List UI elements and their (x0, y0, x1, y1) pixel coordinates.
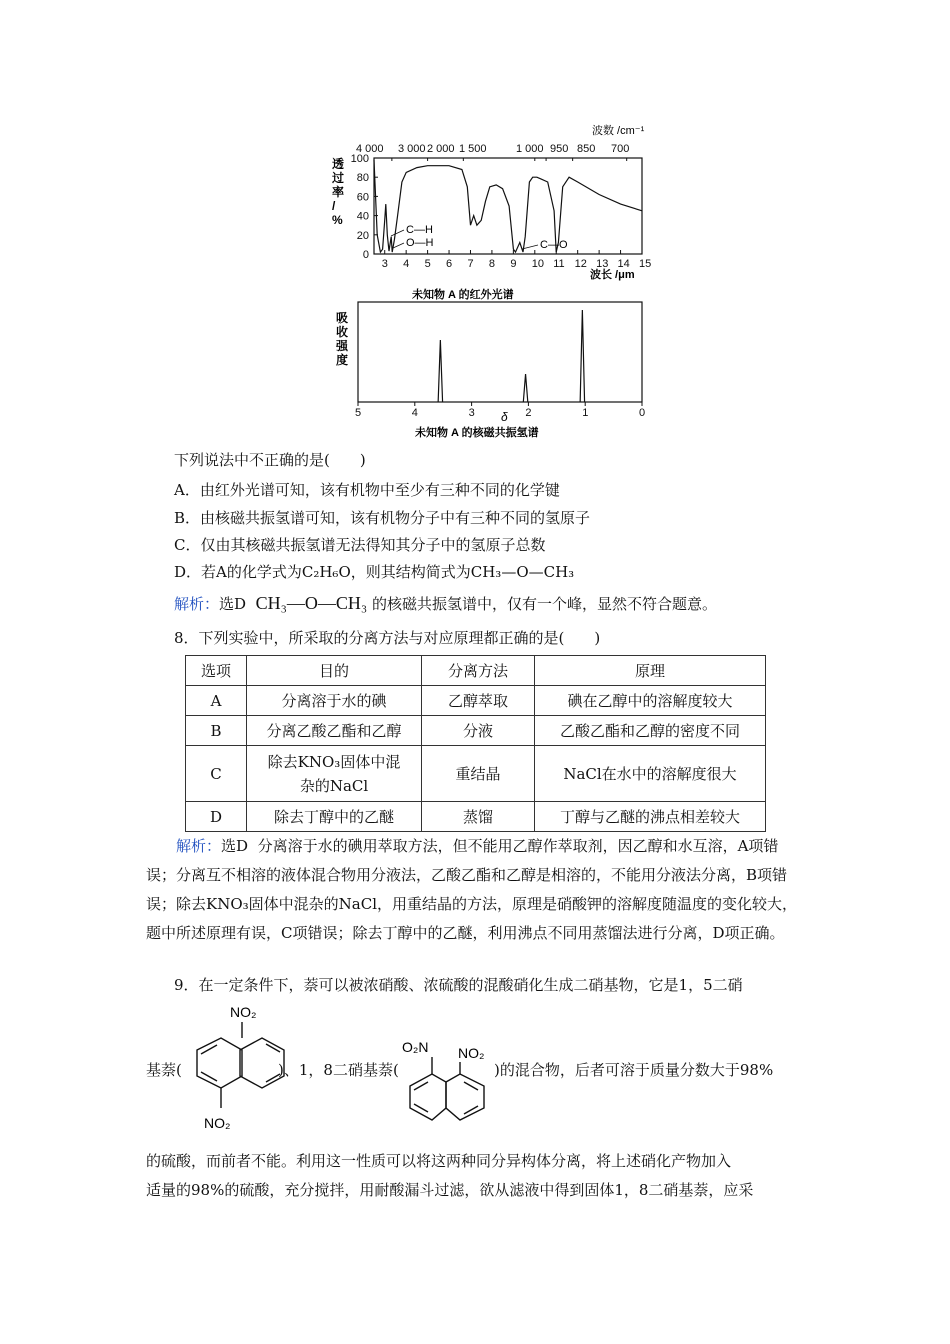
nmr-x-tick-label: 3 (468, 407, 475, 419)
q7-analysis-choice: 选D (219, 595, 247, 613)
table-cell: 除去KNO₃固体中混杂的NaCl (247, 746, 422, 802)
no2-top-label: NO₂ (230, 1004, 257, 1020)
q8-analysis (146, 832, 806, 948)
table-cell: 分离溶于水的碘 (247, 686, 422, 716)
q8-header-purpose: 目的 (247, 656, 422, 686)
nmr-y-label-char: 度 (336, 353, 349, 367)
nmr-y-label-char: 吸 (336, 311, 349, 325)
table-row (186, 802, 766, 832)
q8-analysis-choice: 选D (221, 837, 249, 855)
ir-x-tick-label: 10 (531, 258, 545, 270)
ir-y-label-char: 率 (332, 185, 345, 199)
ir-y-label (332, 156, 344, 227)
ir-x-tick-label: 4 (403, 258, 410, 270)
ir-x-tick-label: 11 (553, 258, 565, 270)
ir-x-tick-label: 15 (639, 258, 652, 270)
q8-analysis-label: 解析： (176, 837, 222, 855)
nmr-x-tick-label: 2 (525, 407, 532, 419)
q9-line1: 9．在一定条件下，萘可以被浓硝酸、浓硫酸的混酸硝化生成二硝基物，它是1，5二硝 (174, 976, 743, 994)
table-cell: B (186, 716, 247, 746)
dinitronaphthalene-15-structure (186, 1000, 286, 1140)
table-cell: 丁醇与乙醚的沸点相差较大 (535, 802, 766, 832)
ir-x-tick-label: 13 (596, 258, 609, 270)
table-cell: D (186, 802, 247, 832)
q8-header-option: 选项 (186, 656, 247, 686)
table-cell: 分液 (422, 716, 535, 746)
q9-line2-b: )、1，8二硝基萘( (278, 1061, 399, 1079)
nmr-x-tick-label: 0 (639, 407, 646, 419)
q9-line4: 适量的98%的硫酸，充分搅拌，用耐酸漏斗过滤，欲从滤液中得到固体1，8二硝基萘，应采 (146, 1181, 754, 1199)
ir-x-label: 波长 /μm (590, 269, 635, 281)
q7-option-d: D．若A的化学式为C₂H₆O，则其结构简式为CH₃—O—CH₃ (174, 563, 575, 581)
ir-annotation-oh: O—H (406, 237, 434, 249)
q7-analysis (174, 593, 717, 614)
no2-bottom-label: NO₂ (204, 1115, 231, 1131)
nmr-x-tick-label: 5 (355, 407, 362, 419)
table-cell: 分离乙酸乙酯和乙醇 (247, 716, 422, 746)
nmr-peak (438, 340, 442, 402)
o2n-label: O₂N (402, 1039, 429, 1055)
ir-x2-tick-label: 850 (577, 143, 596, 155)
nmr-y-label (335, 311, 349, 367)
q7-option-a: A．由红外光谱可知，该有机物中至少有三种不同的化学键 (174, 481, 560, 499)
nmr-peak (580, 310, 584, 402)
nmr-peak (523, 374, 527, 402)
q8-header-method: 分离方法 (422, 656, 535, 686)
ir-y-tick-label: 100 (350, 153, 369, 165)
ir-x-tick-label: 5 (424, 258, 431, 270)
ir-x-tick-label: 9 (510, 258, 517, 270)
nmr-spectrum-chart (320, 300, 660, 442)
dinitronaphthalene-18-structure (400, 1032, 500, 1128)
q9-line3: 的硫酸，而前者不能。利用这一性质可以将这两种同分异构体分离，将上述硝化产物加入 (146, 1152, 732, 1170)
ir-y-label-char: 过 (332, 171, 345, 185)
q8-table-header (186, 656, 766, 686)
q8-stem: 8．下列实验中，所采取的分离方法与对应原理都正确的是( ) (174, 629, 601, 647)
q9-line2-c: )的混合物，后者可溶于质量分数大于98% (494, 1061, 774, 1079)
ir-x-tick-label: 14 (617, 258, 630, 270)
nmr-y-label-char: 强 (336, 339, 349, 353)
ir-x2-label: 波数 /cm⁻¹ (592, 125, 645, 137)
no2-label: NO₂ (458, 1045, 485, 1061)
ir-x2-tick-label: 1 500 (459, 143, 487, 155)
ir-x-tick-label: 6 (446, 258, 453, 270)
table-cell: C (186, 746, 247, 802)
q7-analysis-label: 解析： (174, 595, 220, 613)
table-cell: 除去丁醇中的乙醚 (247, 802, 422, 832)
ir-y-label-char: % (332, 213, 343, 227)
ir-x2-tick-label: 2 000 (427, 143, 455, 155)
q8-analysis-text: 分离溶于水的碘用萃取方法，但不能用乙醇作萃取剂，因乙醇和水互溶，A项错误；分离互不相溶的液体混合物用分液法，乙酸乙酯和乙醇是相溶的，不能用分液法分离，B项错误；除去KNO₃固体中混杂的NaCl，用重结晶的方法，原理是硝酸钾的溶解度随温度的变化较大，题中所述原理有误，C项错误；除去丁醇中的乙醚，利用沸点不同用蒸馏法进行分离，D项正确。 (146, 837, 797, 942)
table-cell: 乙酸乙酯和乙醇的密度不同 (535, 716, 766, 746)
q7-analysis-formula: CH₃—O—CH₃ (255, 593, 368, 613)
table-row (186, 686, 766, 716)
nmr-x-tick-label: 1 (582, 407, 589, 419)
q8-table (185, 655, 766, 832)
nmr-chart-title: 未知物 A 的核磁共振氢谱 (415, 427, 539, 439)
q7-option-b: B．由核磁共振氢谱可知，该有机物分子中有三种不同的氢原子 (174, 509, 591, 527)
q7-analysis-text: 的核磁共振氢谱中，仅有一个峰，显然不符合题意。 (371, 595, 717, 613)
ir-x2-tick-label: 3 000 (398, 143, 426, 155)
ir-spectrum-chart (320, 118, 660, 304)
ir-x-tick-label: 12 (574, 258, 587, 270)
ir-x-tick-label: 8 (488, 258, 496, 270)
nmr-x-tick-label: 4 (411, 407, 418, 419)
ir-x-tick-label: 3 (381, 258, 388, 270)
table-row (186, 716, 766, 746)
ir-y-tick-label: 20 (356, 229, 369, 242)
ir-y-tick-label: 80 (356, 172, 369, 185)
table-cell: NaCl在水中的溶解度很大 (535, 746, 766, 802)
q9-line2-a: 基萘( (146, 1061, 182, 1079)
ir-chart-title: 未知物 A 的红外光谱 (412, 289, 514, 301)
table-cell: A (186, 686, 247, 716)
ir-y-label-char: 透 (332, 157, 345, 171)
table-cell: 蒸馏 (422, 802, 535, 832)
ir-y-label-char: / (332, 199, 336, 213)
table-cell: 重结晶 (422, 746, 535, 802)
ir-x2-tick-label: 4 000 (356, 143, 384, 155)
ir-x2-tick-label: 1 000 (516, 143, 544, 155)
ir-x-tick-label: 7 (467, 258, 474, 270)
table-cell: 碘在乙醇中的溶解度较大 (535, 686, 766, 716)
q7-option-c: C．仅由其核磁共振氢谱无法得知其分子中的氢原子总数 (174, 536, 546, 554)
ir-annotation-ch: C—H (406, 224, 433, 236)
ir-y-tick-label: 40 (356, 210, 369, 223)
ir-y-tick-label: 60 (356, 191, 369, 204)
nmr-x-label: δ (501, 410, 508, 424)
q8-header-principle: 原理 (535, 656, 766, 686)
ir-x2-tick-label: 700 (611, 143, 630, 155)
ir-annotation-co: C—O (540, 239, 568, 251)
q7-stem: 下列说法中不正确的是( ) (174, 451, 366, 469)
ir-x2-tick-label: 950 (550, 143, 569, 155)
nmr-y-label-char: 收 (336, 325, 349, 339)
table-row (186, 746, 766, 802)
table-cell: 乙醇萃取 (422, 686, 535, 716)
ir-y-tick-label: 0 (362, 249, 369, 261)
